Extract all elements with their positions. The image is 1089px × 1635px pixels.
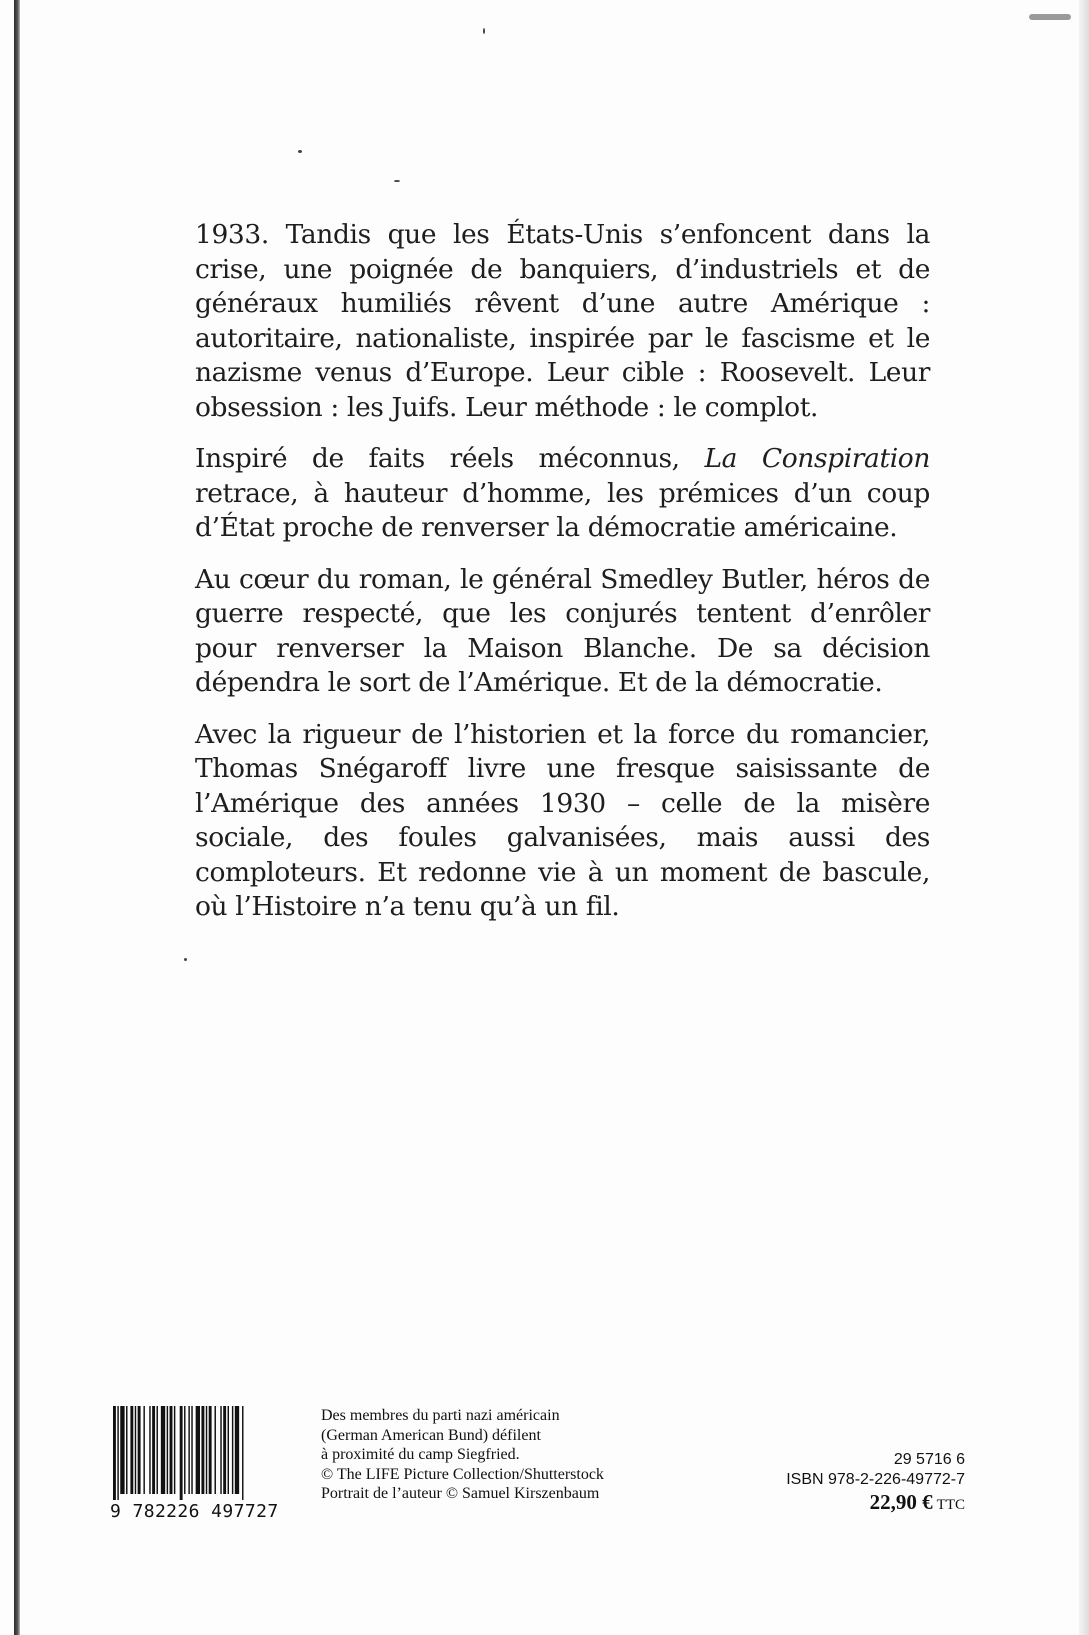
- barcode-bar: [170, 1406, 173, 1494]
- speck: [394, 180, 400, 182]
- price: [745, 1490, 965, 1515]
- barcode-bar: [201, 1406, 204, 1494]
- barcode-bar: [223, 1406, 226, 1494]
- barcode: [110, 1406, 300, 1500]
- barcode-bar: [130, 1406, 133, 1494]
- credit-line: © The LIFE Picture Collection/Shutterstock: [321, 1465, 604, 1483]
- isbn: ISBN 978-2-226-49772-7: [786, 1471, 965, 1488]
- barcode-bar: [184, 1406, 185, 1494]
- barcode-bar: [206, 1406, 207, 1494]
- barcode-bar: [149, 1406, 150, 1494]
- barcode-bar: [174, 1406, 175, 1494]
- speck: [184, 958, 187, 961]
- blurb-paragraph-4: Avec la rigueur de l’historien et la force du romancier, Thomas Snégaroff livre une fresque saisissante de l’Amérique des années 1930 – celle de la misère sociale, des foules galvanisées, mais aussi des comploteurs. Et redonne vie à un moment de bascule, où l’Histoire n’a tenu qu’à un fil.: [195, 718, 930, 922]
- price-amount: 22,90 €: [869, 1490, 933, 1514]
- barcode-bar: [152, 1406, 155, 1494]
- price-suffix: TTC: [936, 1497, 965, 1513]
- barcode-bar: [157, 1406, 158, 1494]
- barcode-bar: [113, 1406, 116, 1500]
- blurb-text: [195, 218, 930, 942]
- barcode-bar: [161, 1406, 165, 1494]
- blurb-paragraph-1: 1933. Tandis que les États-Unis s’enfoncent dans la crise, une poignée de banquiers, d’industriels et de généraux humiliés rêvent d’une autre Amérique : autoritaire, nationaliste, inspirée par le fascisme et le nazisme venus d’Europe. Leur cible : Roosevelt. Leur obsession : les Juifs. Leur méthode : le complot.: [195, 219, 930, 423]
- spine-edge: [14, 0, 20, 1635]
- barcode-bar: [135, 1406, 136, 1494]
- photo-credits: [321, 1406, 651, 1504]
- barcode-digits: 9 782226 497727: [110, 1501, 279, 1522]
- speck: [483, 28, 485, 34]
- barcode-bars: [110, 1406, 300, 1500]
- barcode-bar: [120, 1406, 124, 1494]
- barcode-bar: [188, 1406, 189, 1494]
- barcode-bar: [117, 1406, 118, 1500]
- internal-code: 29 5716 6: [893, 1451, 965, 1468]
- blurb-paragraph-2-start: Inspiré de faits réels méconnus,: [195, 443, 705, 474]
- barcode-bar: [232, 1406, 233, 1494]
- speck: [298, 150, 302, 153]
- barcode-bar: [138, 1406, 141, 1494]
- scan-mark: [1029, 14, 1071, 20]
- page-edge: [1079, 0, 1089, 1635]
- barcode-bar: [143, 1406, 144, 1494]
- barcode-bar: [235, 1406, 239, 1494]
- barcode-bar: [191, 1406, 192, 1494]
- credit-line: (German American Bund) défilent: [321, 1426, 541, 1444]
- barcode-bar: [180, 1406, 183, 1500]
- blurb-paragraph-2-end: retrace, à hauteur d’homme, les prémices d’un coup d’État proche de renverser la démocratie américaine.: [195, 477, 930, 543]
- barcode-bar: [215, 1406, 216, 1494]
- barcode-bar: [220, 1406, 221, 1494]
- book-codes: [745, 1450, 965, 1490]
- blurb-paragraph-2: [195, 442, 930, 546]
- credit-line: Des membres du parti nazi américain: [321, 1407, 560, 1424]
- book-title: La Conspiration: [704, 443, 930, 474]
- blurb-paragraph-3: Au cœur du roman, le général Smedley Butler, héros de guerre respecté, que les conjurés tentent d’enrôler pour renverser la Maison Blanche. De sa décision dépendra le sort de l’Amérique. Et de la démocratie.: [195, 563, 930, 698]
- barcode-bar: [209, 1406, 212, 1494]
- barcode-bar: [196, 1406, 200, 1494]
- barcode-bar: [167, 1406, 168, 1494]
- barcode-bar: [126, 1406, 127, 1494]
- credit-line: Portrait de l’auteur © Samuel Kirszenbaum: [321, 1485, 600, 1502]
- barcode-bar: [242, 1406, 243, 1500]
- credit-line: à proximité du camp Siegfried.: [321, 1446, 520, 1463]
- barcode-bar: [228, 1406, 229, 1494]
